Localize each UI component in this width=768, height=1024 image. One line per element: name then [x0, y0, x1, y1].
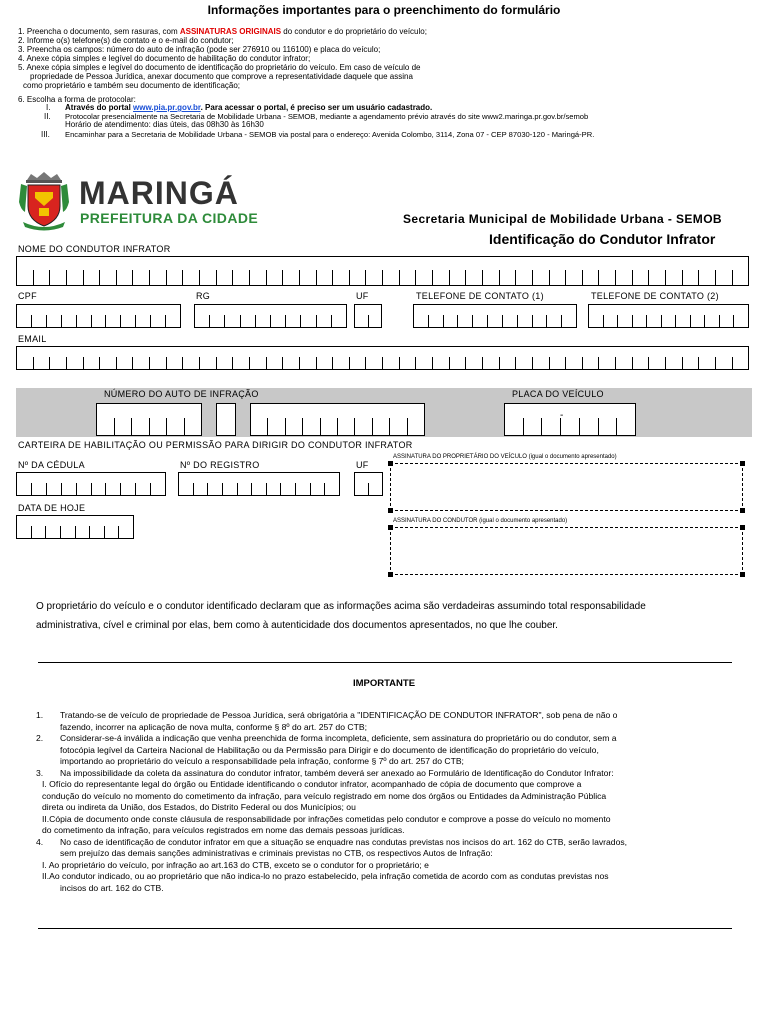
char-cell: [17, 315, 32, 327]
important-item-2: [18, 733, 748, 745]
instruction-1: [18, 27, 427, 36]
char-cell: [416, 270, 433, 285]
char-cell: [92, 315, 107, 327]
important-item-2-text: Considerar-se-á inválida a indicação que venha preenchida de forma incompleta, deficiente, sem assinatura do proprietário ou do condutor, sem a: [60, 733, 617, 743]
license-card-number-label: Nº DA CÉDULA: [18, 460, 85, 470]
char-cell: [599, 357, 616, 369]
char-cell: [32, 526, 47, 538]
char-cell: [115, 418, 133, 435]
char-cell: [383, 357, 400, 369]
rg-label: RG: [196, 291, 211, 301]
char-cell: [317, 270, 334, 285]
char-cell: [616, 357, 633, 369]
char-cell: [77, 315, 92, 327]
char-cell: [223, 483, 238, 495]
char-cell: [662, 315, 677, 327]
char-cell: [733, 357, 749, 369]
char-cell: [366, 357, 383, 369]
infraction-number-input[interactable]: [250, 403, 425, 436]
char-cell: [366, 270, 383, 285]
email-label: EMAIL: [18, 334, 47, 344]
instruction-2: 2. Informe o(s) telefone(s) de contato e o e-mail do condutor;: [18, 36, 234, 45]
rg-input[interactable]: [194, 304, 347, 328]
char-cell: [301, 315, 316, 327]
phone-1-input[interactable]: [413, 304, 577, 328]
declaration-line-2: administrativa, cível e criminal por elas, bem como à autenticidade dos documentos apresentados, no que lhe couber.: [36, 620, 558, 631]
char-cell: [251, 418, 268, 435]
char-cell: [533, 270, 550, 285]
instruction-5-line-2: propriedade de Pessoa Jurídica, anexar documento que comprove a representatividade daquele que assina: [30, 72, 413, 81]
char-cell: [183, 270, 200, 285]
important-item-2-cont: fotocópia legível da Carteira Nacional de Habilitação ou da Permissão para Dirigir e do documento de identificação do proprietário do veículo,: [60, 744, 599, 755]
plate-label: PLACA DO VEÍCULO: [512, 389, 604, 399]
char-cell: [355, 315, 369, 327]
char-cell: [133, 357, 150, 369]
important-item-1-cont: fazendo, incorrer na aplicação de nova multa, conforme § 8º do art. 257 do CTB;: [60, 721, 367, 732]
char-cell: [238, 483, 253, 495]
cpf-input[interactable]: [16, 304, 181, 328]
char-cell: [194, 483, 209, 495]
important-item-1: [18, 710, 748, 722]
important-item-4: [18, 837, 748, 849]
original-signatures-highlight: ASSINATURAS ORIGINAIS: [179, 27, 282, 36]
char-cell: [17, 483, 32, 495]
char-cell: [516, 270, 533, 285]
char-cell: [84, 270, 101, 285]
important-item-4-text: No caso de identificação de condutor infrator em que a situação se enquadre nas condutas previstas nos incisos do art. 162 do CTB, serão lavrados,: [60, 836, 628, 847]
char-cell: [67, 357, 84, 369]
important-item-3-text: Na impossibilidade da coleta da assinatura do condutor infrator, também deverá ser anexado ao Formulário de Identificação do Condutor Infrator:: [60, 767, 614, 778]
char-cell: [76, 526, 91, 538]
phone-2-input[interactable]: [588, 304, 749, 328]
char-cell: [97, 418, 115, 435]
char-cell: [580, 418, 599, 435]
option-1-text: Através do portal: [65, 103, 134, 112]
char-cell: [518, 315, 533, 327]
char-cell: [34, 357, 51, 369]
char-cell: [533, 357, 550, 369]
char-cell: [317, 357, 334, 369]
instruction-6: 6. Escolha a forma de protocolar:: [18, 95, 136, 104]
char-cell: [133, 270, 150, 285]
char-cell: [408, 418, 424, 435]
char-cell: [566, 357, 583, 369]
phone-1-label: TELEFONE DE CONTATO (1): [416, 291, 544, 301]
char-cell: [533, 315, 548, 327]
char-cell: [488, 315, 503, 327]
char-cell: [200, 357, 217, 369]
char-cell: [300, 270, 317, 285]
char-cell: [383, 270, 400, 285]
pia-portal-link[interactable]: www.pia.pr.gov.br: [133, 103, 201, 112]
char-cell: [50, 357, 67, 369]
char-cell: [562, 315, 576, 327]
char-cell: [355, 483, 369, 495]
char-cell: [217, 357, 234, 369]
char-cell: [350, 270, 367, 285]
char-cell: [483, 270, 500, 285]
char-cell: [208, 483, 223, 495]
char-cell: [433, 357, 450, 369]
char-cell: [325, 483, 339, 495]
char-cell: [699, 357, 716, 369]
date-label: DATA DE HOJE: [18, 503, 86, 513]
driver-signature-label: ASSINATURA DO CONDUTOR (igual o documento apresentado): [393, 518, 568, 524]
char-cell: [136, 483, 151, 495]
char-cell: [500, 357, 517, 369]
char-cell: [300, 357, 317, 369]
option-3-text: Encaminhar para a Secretaria de Mobilidade Urbana - SEMOB via postal para o endereço: Avenida Colombo, 3114, Zona 07 - CEP 87030-120 - Maringá-PR.: [65, 130, 595, 139]
important-item-4-ii: II.Ao condutor indicado, ou ao proprietário que não indica-lo no prazo estabelecido, pela infração cometida de acordo com as condutas previstas nos: [42, 871, 609, 881]
char-cell: [252, 483, 267, 495]
important-item-3-ii-cont: do cometimento da infração, para veículos registrados em nome das demais pessoas jurídicas.: [42, 825, 405, 835]
char-cell: [505, 418, 524, 435]
char-cell: [666, 270, 683, 285]
char-cell: [333, 357, 350, 369]
char-cell: [647, 315, 662, 327]
char-cell: [599, 418, 618, 435]
char-cell: [17, 357, 34, 369]
char-cell: [250, 357, 267, 369]
char-cell: [283, 270, 300, 285]
char-cell: [649, 270, 666, 285]
char-cell: [473, 315, 488, 327]
instruction-5: 5. Anexe cópia simples e legível do documento de identificação do proprietário do veículo. Em caso de veículo de: [18, 63, 421, 72]
important-item-3-i-cont-2: direta ou indireta da União, dos Estados, do Distrito Federal ou dos Municípios; ou: [42, 802, 356, 812]
char-cell: [633, 315, 648, 327]
email-input[interactable]: [16, 346, 749, 370]
uf-label: UF: [356, 291, 369, 301]
important-item-4-ii-cont: incisos do art. 162 do CTB.: [60, 882, 164, 893]
char-cell: [132, 418, 150, 435]
instruction-1-end: do condutor e do proprietário do veículo;: [281, 27, 427, 36]
char-cell: [633, 270, 650, 285]
char-cell: [183, 357, 200, 369]
important-item-3-i: I. Ofício do representante legal do órgão ou Entidade identificando o condutor infrator, acompanhado de cópia de documento que comprove a: [42, 779, 582, 789]
char-cell: [683, 270, 700, 285]
char-cell: [233, 270, 250, 285]
char-cell: [117, 357, 134, 369]
char-cell: [332, 315, 346, 327]
char-cell: [683, 357, 700, 369]
option-1-number: I.: [46, 103, 51, 112]
char-cell: [256, 315, 271, 327]
char-cell: [355, 418, 372, 435]
char-cell: [151, 315, 166, 327]
instruction-5-line-3: como proprietário e também seu documento de identificação;: [23, 81, 241, 90]
char-cell: [61, 526, 76, 538]
char-cell: [296, 483, 311, 495]
char-cell: [17, 526, 32, 538]
license-uf-label: UF: [356, 460, 369, 470]
option-1-end: . Para acessar o portal, é preciso ser um usuário cadastrado.: [200, 103, 433, 112]
driver-name-label: NOME DO CONDUTOR INFRATOR: [18, 244, 171, 254]
char-cell: [267, 357, 284, 369]
important-item-2-cont-2: importando ao proprietário do veículo a responsabilidade pela infração, conforme § 7º do art. 257 do CTB;: [60, 756, 464, 766]
char-cell: [47, 483, 62, 495]
char-cell: [483, 357, 500, 369]
char-cell: [561, 418, 580, 435]
important-item-4-number: 4.: [36, 836, 44, 847]
license-card-number-input[interactable]: [16, 472, 166, 496]
char-cell: [217, 270, 234, 285]
plate-dash: -: [560, 410, 564, 421]
divider-bottom: [38, 928, 732, 929]
option-3-number: III.: [41, 130, 50, 139]
char-cell: [167, 357, 184, 369]
char-cell: [716, 270, 733, 285]
char-cell: [34, 270, 51, 285]
cpf-label: CPF: [18, 291, 37, 301]
char-cell: [225, 315, 240, 327]
char-cell: [466, 357, 483, 369]
char-cell: [524, 418, 543, 435]
char-cell: [217, 418, 235, 435]
important-item-3-ii: II.Cópia de documento onde conste cláusula de responsabilidade por infrações cometidas pelo condutor e comprove a posse do veículo no momento: [42, 813, 611, 824]
char-cell: [46, 526, 61, 538]
char-cell: [604, 315, 619, 327]
char-cell: [466, 270, 483, 285]
char-cell: [121, 315, 136, 327]
declaration-text: [36, 597, 736, 635]
char-cell: [179, 483, 194, 495]
char-cell: [50, 270, 67, 285]
char-cell: [151, 483, 165, 495]
instruction-1-text: 1. Preencha o documento, sem rasuras, com: [18, 27, 180, 36]
char-cell: [233, 357, 250, 369]
char-cell: [350, 357, 367, 369]
instruction-3: 3. Preencha os campos: número do auto de infração (pode ser 276910 ou 116100) e placa do veículo;: [18, 45, 381, 54]
char-cell: [414, 315, 429, 327]
char-cell: [47, 315, 62, 327]
important-heading: IMPORTANTE: [352, 678, 416, 689]
char-cell: [373, 418, 390, 435]
char-cell: [550, 357, 567, 369]
char-cell: [338, 418, 355, 435]
char-cell: [303, 418, 320, 435]
char-cell: [416, 357, 433, 369]
char-cell: [369, 315, 382, 327]
char-cell: [105, 526, 120, 538]
char-cell: [566, 270, 583, 285]
char-cell: [617, 418, 635, 435]
char-cell: [106, 483, 121, 495]
char-cell: [716, 357, 733, 369]
driver-name-input[interactable]: [16, 256, 749, 286]
char-cell: [433, 270, 450, 285]
char-cell: [666, 357, 683, 369]
char-cell: [550, 270, 567, 285]
char-cell: [283, 357, 300, 369]
important-item-1-text: Tratando-se de veículo de propriedade de Pessoa Jurídica, será obrigatória a "IDENTIFICAÇÃO DE CONDUTOR INFRATOR", sob pena de não o: [60, 710, 618, 720]
logo-city-name: MARINGÁ: [79, 175, 239, 211]
char-cell: [67, 270, 84, 285]
char-cell: [369, 483, 382, 495]
form-title: Identificação do Condutor Infrator: [489, 231, 716, 247]
char-cell: [150, 357, 167, 369]
char-cell: [616, 270, 633, 285]
char-cell: [268, 418, 285, 435]
license-registry-input[interactable]: [178, 472, 340, 496]
char-cell: [618, 315, 633, 327]
char-cell: [100, 357, 117, 369]
char-cell: [676, 315, 691, 327]
phone-2-label: TELEFONE DE CONTATO (2): [591, 291, 719, 301]
char-cell: [720, 315, 735, 327]
char-cell: [100, 270, 117, 285]
important-list: [18, 710, 748, 894]
infraction-series-input[interactable]: [96, 403, 202, 436]
char-cell: [734, 315, 748, 327]
important-item-2-number: 2.: [36, 733, 44, 743]
char-cell: [119, 526, 133, 538]
char-cell: [390, 418, 407, 435]
important-item-4-cont: sem prejuízo das demais sanções administrativas e criminais previstas no CTB, os respectivos Autos de Infração:: [60, 848, 493, 858]
char-cell: [267, 483, 282, 495]
char-cell: [167, 270, 184, 285]
important-item-3-i-cont: condução do veículo no momento do cometimento da infração, para veículo registrado em nome dos órgãos ou Entidades da Administração Pública: [42, 790, 607, 801]
page-title: Informações importantes para o preenchimento do formulário: [207, 3, 561, 17]
char-cell: [195, 315, 210, 327]
char-cell: [84, 357, 101, 369]
instruction-4: 4. Anexe cópia simples e legível do documento de habilitação do condutor infrator;: [18, 54, 311, 63]
char-cell: [32, 483, 47, 495]
license-section-label: CARTEIRA DE HABILITAÇÃO OU PERMISSÃO PARA DIRIGIR DO CONDUTOR INFRATOR: [18, 440, 413, 450]
char-cell: [542, 418, 561, 435]
char-cell: [321, 418, 338, 435]
char-cell: [503, 315, 518, 327]
char-cell: [117, 270, 134, 285]
char-cell: [333, 270, 350, 285]
char-cell: [633, 357, 650, 369]
char-cell: [699, 270, 716, 285]
license-registry-label: Nº DO REGISTRO: [180, 460, 260, 470]
char-cell: [90, 526, 105, 538]
char-cell: [458, 315, 473, 327]
char-cell: [444, 315, 459, 327]
char-cell: [286, 418, 303, 435]
char-cell: [106, 315, 121, 327]
char-cell: [583, 270, 600, 285]
important-item-1-number: 1.: [36, 710, 44, 720]
char-cell: [250, 270, 267, 285]
declaration-line-1: O proprietário do veículo e o condutor identificado declaram que as informações acima são verdadeiras assumindo total responsabilidade: [36, 601, 646, 612]
option-2-number: II.: [44, 112, 51, 121]
secretaria-name: Secretaria Municipal de Mobilidade Urbana - SEMOB: [403, 212, 722, 226]
date-input[interactable]: [16, 515, 134, 539]
char-cell: [286, 315, 301, 327]
char-cell: [281, 483, 296, 495]
logo-subtitle: PREFEITURA DA CIDADE: [80, 210, 259, 226]
char-cell: [649, 357, 666, 369]
char-cell: [599, 270, 616, 285]
char-cell: [583, 357, 600, 369]
char-cell: [32, 315, 47, 327]
char-cell: [400, 357, 417, 369]
infraction-check-digit-input[interactable]: [216, 403, 236, 436]
char-cell: [547, 315, 562, 327]
char-cell: [267, 270, 284, 285]
char-cell: [166, 315, 180, 327]
important-item-3: [18, 768, 748, 780]
char-cell: [691, 315, 706, 327]
license-uf-input[interactable]: [354, 472, 383, 496]
plate-input[interactable]: [504, 403, 636, 436]
char-cell: [429, 315, 444, 327]
char-cell: [311, 483, 326, 495]
char-cell: [210, 315, 225, 327]
char-cell: [150, 418, 168, 435]
char-cell: [150, 270, 167, 285]
important-item-3-number: 3.: [36, 767, 44, 778]
infraction-number-label: NÚMERO DO AUTO DE INFRAÇÃO: [104, 389, 259, 399]
char-cell: [450, 270, 467, 285]
char-cell: [400, 270, 417, 285]
char-cell: [241, 315, 256, 327]
option-2-text: Protocolar presencialmente na Secretaria de Mobilidade Urbana - SEMOB, mediante a agendamento prévio através do site www2.maringa.pr.gov.br/semob: [65, 112, 589, 121]
divider-top: [38, 662, 732, 663]
char-cell: [121, 483, 136, 495]
char-cell: [500, 270, 517, 285]
owner-signature-label: ASSINATURA DO PROPRIETÁRIO DO VEÍCULO (igual o documento apresentado): [393, 454, 617, 460]
option-2-hours: Horário de atendimento: dias úteis, das 08h30 às 16h30: [65, 120, 264, 129]
char-cell: [450, 357, 467, 369]
char-cell: [589, 315, 604, 327]
maringa-coat-of-arms: [17, 172, 71, 232]
char-cell: [733, 270, 749, 285]
char-cell: [705, 315, 720, 327]
char-cell: [317, 315, 332, 327]
char-cell: [62, 315, 77, 327]
char-cell: [185, 418, 202, 435]
char-cell: [516, 357, 533, 369]
char-cell: [271, 315, 286, 327]
char-cell: [136, 315, 151, 327]
important-item-4-i: I. Ao proprietário do veículo, por infração ao art.163 do CTB, exceto se o condutor for o proprietário; e: [42, 859, 429, 870]
driver-signature-field[interactable]: [390, 527, 743, 575]
char-cell: [17, 270, 34, 285]
char-cell: [77, 483, 92, 495]
char-cell: [62, 483, 77, 495]
char-cell: [200, 270, 217, 285]
char-cell: [167, 418, 185, 435]
owner-signature-field[interactable]: [390, 463, 743, 511]
uf-input[interactable]: [354, 304, 382, 328]
char-cell: [92, 483, 107, 495]
